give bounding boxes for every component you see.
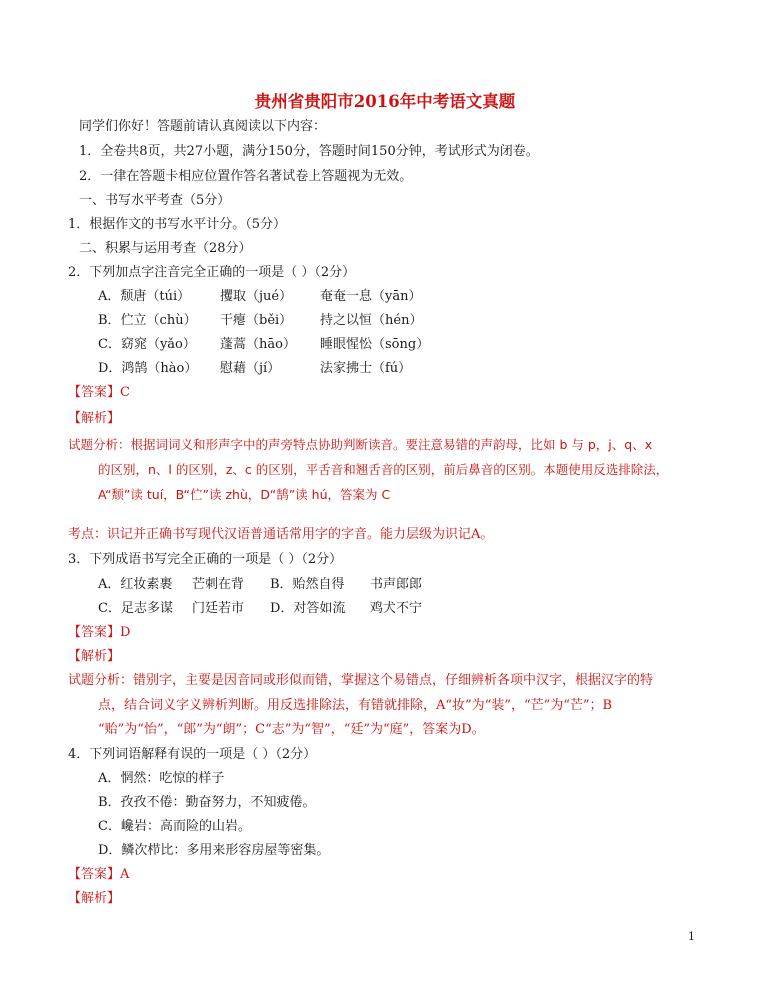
- intro-rule-1: 1．全卷共8页，共27小题，满分150分，答题时间150分钟，考试形式为闭卷。: [79, 144, 539, 159]
- section-2-heading: 二、积累与运用考查（28分）: [79, 241, 252, 256]
- q4-analysis-label: 【解析】: [68, 891, 121, 906]
- q3-analysis-label: 【解析】: [68, 649, 121, 664]
- q4-answer: 【答案】A: [68, 867, 130, 882]
- q3-option-c-1: C．足志多谋: [98, 601, 173, 616]
- q2-kaodian: 考点：识记并正确书写现代汉语普通话常用字的字音。能力层级为识记A。: [68, 527, 494, 542]
- page-title: 贵州省贵阳市2016年中考语文真题: [254, 92, 516, 111]
- q2-analysis-label: 【解析】: [68, 411, 121, 426]
- q2-option-b-1: B．伫立（chù）: [98, 313, 197, 328]
- q2-option-d-3: 法家拂士（fú）: [320, 361, 412, 376]
- q2-analysis-line-3: A“颓”读 tuí，B“伫”读 zhù，D“鹄”读 hú，答案为 C: [98, 487, 391, 502]
- page-number: 1: [688, 930, 695, 943]
- q2-analysis-line-2: 的区别，n、l 的区别，z、c 的区别，平舌音和翘舌音的区别，前后鼻音的区别。本题使用反选排除法，: [98, 462, 669, 477]
- q2-option-b-2: 干瘪（běi）: [220, 313, 293, 328]
- q2-option-d-2: 慰藉（jí）: [220, 361, 281, 376]
- section-1-heading: 一、书写水平考查（5分）: [79, 193, 231, 208]
- q4-option-a: A．惘然：吃惊的样子: [98, 771, 225, 786]
- q3-option-b-2: 书声郎郎: [370, 577, 423, 592]
- q4-option-b: B．孜孜不倦：勤奋努力，不知疲倦。: [98, 795, 316, 810]
- question-2-stem: 2．下列加点字注音完全正确的一项是（ ）（2分）: [68, 265, 356, 280]
- q3-answer: 【答案】D: [68, 625, 131, 640]
- q2-option-d-1: D．鸿鹄（hào）: [98, 361, 198, 376]
- q2-analysis-line-1: 试题分析：根据词词义和形声字中的声旁特点协助判断读音。要注意易错的声韵母，比如 b 与 p，j、q、x: [68, 437, 653, 452]
- q4-option-d: D．鳞次栉比：多用来形容房屋等密集。: [98, 843, 330, 858]
- q3-analysis-line-1: 试题分析：错别字，主要是因音同或形似而错，掌握这个易错点，仔细辨析各项中汉字，根据汉字的特: [68, 673, 654, 688]
- q3-option-a-1: A．红妆素裹: [98, 577, 173, 592]
- intro-greeting: 同学们你好！答题前请认真阅读以下内容：: [79, 119, 327, 134]
- intro-rule-2: 2．一律在答题卡相应位置作答名著试卷上答题视为无效。: [79, 169, 413, 184]
- q3-option-d-1: D．对答如流: [270, 601, 346, 616]
- q3-option-b-1: B．贻然自得: [270, 577, 345, 592]
- q2-option-a-2: 攫取（jué）: [220, 289, 293, 304]
- q3-option-d-2: 鸡犬不宁: [370, 601, 423, 616]
- q3-option-a-2: 芒刺在背: [192, 577, 245, 592]
- question-1: 1．根据作文的书写水平计分。（5分）: [68, 217, 287, 232]
- question-3-stem: 3．下列成语书写完全正确的一项是（ ）（2分）: [68, 552, 343, 567]
- q4-option-c: C．巉岩：高而险的山岩。: [98, 819, 251, 834]
- q2-option-b-3: 持之以恒（hén）: [320, 313, 423, 328]
- q3-option-c-2: 门廷若市: [192, 601, 245, 616]
- q2-option-a-3: 奄奄一息（yān）: [320, 289, 422, 304]
- q3-analysis-line-3: “贻”为“怡”，“郎”为“朗”；C“志”为“智”，“廷”为“庭”，答案为D。: [98, 722, 485, 737]
- q2-option-c-1: C．窈窕（yǎo）: [98, 337, 196, 352]
- q2-answer: 【答案】C: [68, 385, 130, 400]
- question-4-stem: 4．下列词语解释有误的一项是（ ）（2分）: [68, 747, 317, 762]
- q2-option-c-2: 蓬蒿（hāo）: [220, 337, 296, 352]
- q2-option-c-3: 睡眼惺忪（sōng）: [320, 337, 430, 352]
- q3-analysis-line-2: 点，结合词义字义辨析判断。用反选排除法，有错就排除，A“妆”为“装”，“芒”为“芒”；B: [98, 698, 613, 713]
- q2-option-a-1: A．颓唐（túi）: [98, 289, 191, 304]
